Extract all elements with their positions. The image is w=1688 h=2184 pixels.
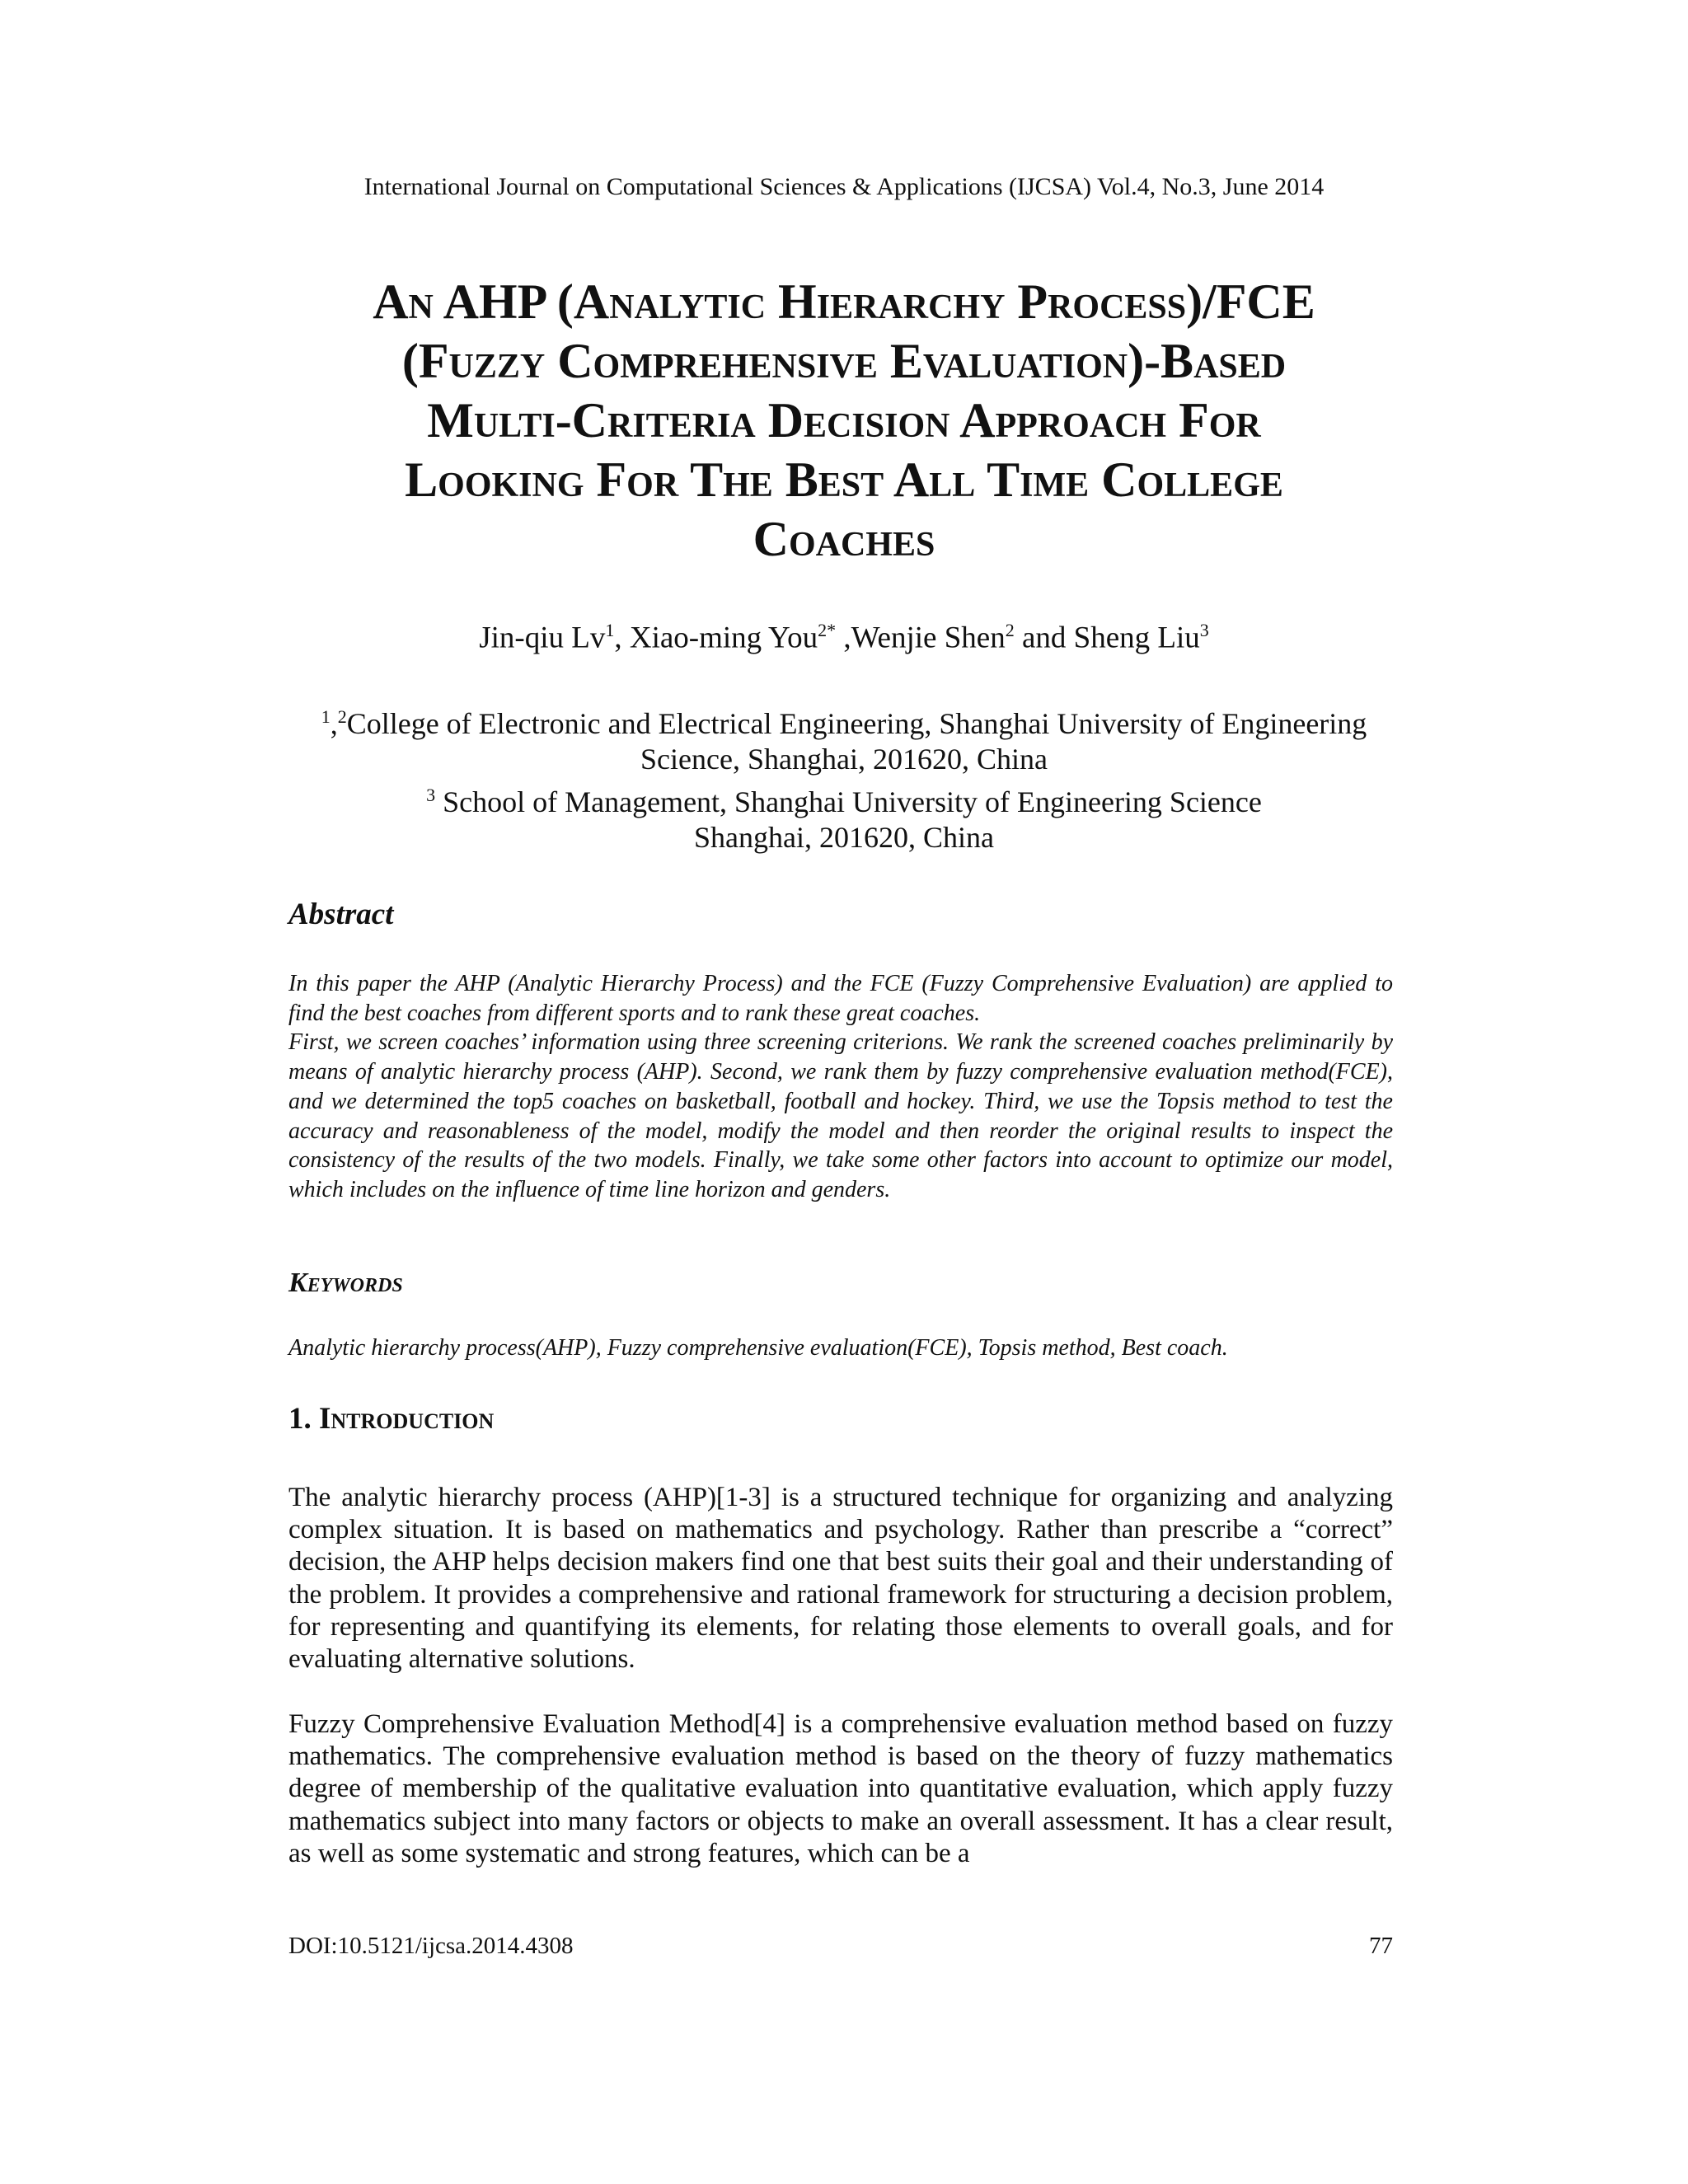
- author-affiliation-mark: 2*: [818, 620, 837, 640]
- affiliations: [247, 699, 1441, 855]
- running-header: International Journal on Computational Sciences & Applications (IJCSA) Vol.4, No.3, June 2014: [363, 173, 1325, 200]
- footer-doi: DOI:10.5121/ijcsa.2014.4308: [288, 1933, 574, 1959]
- abstract-body: [288, 969, 1393, 1205]
- title-line: Multi-Criteria Decision Approach For: [427, 393, 1261, 448]
- abstract-paragraph: In this paper the AHP (Analytic Hierarchy Process) and the FCE (Fuzzy Comprehensive Evaluation) are applied to find the best coaches from different sports and to rank these great coaches.: [288, 971, 1393, 1026]
- section-heading-introduction: 1. Introduction: [288, 1402, 495, 1436]
- title-line: An AHP (Analytic Hierarchy Process)/FCE: [373, 274, 1315, 329]
- abstract-heading: Abstract: [288, 898, 394, 931]
- page-number: 77: [1369, 1933, 1393, 1959]
- affiliation-mark: 2: [337, 706, 347, 727]
- author-name: Jin-qiu Lv: [479, 621, 606, 655]
- keywords-text: Analytic hierarchy process(AHP), Fuzzy comprehensive evaluation(FCE), Topsis method, Best coach.: [288, 1335, 1228, 1361]
- abstract-paragraph: First, we screen coaches’ information using three screening criterions. We rank the screened coaches preliminarily by means of analytic hierarchy process (AHP). Second, we rank them by fuzzy comprehensive evaluation method(FCE), and we determined the top5 coaches on basketball, football and hockey. Third, we use the Topsis method to test the accuracy and reasonableness of the model, modify the model and then reorder the original results to inspect the consistency of the results of the two models. Finally, we take some other factors into account to optimize our model, which includes on the influence of time line horizon and genders.: [288, 1029, 1393, 1202]
- title-line: Looking For The Best All Time College: [405, 452, 1283, 507]
- paragraph-text: The analytic hierarchy process (AHP)[1-3] is a structured technique for organizing and analyzing complex situation. It is based on mathematics and psychology. Rather than prescribe a “correct” decision, the AHP helps decision makers find one that best suits their goal and their understanding of the problem. It provides a comprehensive and rational framework for structuring a decision problem, for representing and quantifying its elements, for relating those elements to overall goals, and for evaluating alternative solutions.: [288, 1483, 1393, 1675]
- paragraph-text: Fuzzy Comprehensive Evaluation Method[4] is a comprehensive evaluation method based on fuzzy mathematics. The comprehensive evaluation method is based on the theory of fuzzy mathematics degree of membership of the qualitative evaluation into quantitative evaluation, which apply fuzzy mathematics subject into many factors or objects to make an overall assessment. It has a clear result, as well as some systematic and strong features, which can be a: [288, 1709, 1393, 1868]
- author-affiliation-mark: 2: [1005, 620, 1015, 640]
- author-list: [0, 620, 1688, 655]
- keywords-heading: Keywords: [288, 1268, 403, 1298]
- affiliation-line: [247, 777, 1441, 820]
- title-line: (Fuzzy Comprehensive Evaluation)-Based: [401, 334, 1287, 388]
- affiliation-line: [247, 699, 1441, 742]
- title-line: Coaches: [753, 512, 935, 566]
- author-name: and Sheng Liu: [1014, 621, 1200, 655]
- affiliation-text: College of Electronic and Electrical Engineering, Shanghai University of Engineering: [346, 707, 1367, 740]
- affiliation-line: Science, Shanghai, 201620, China: [640, 743, 1048, 776]
- author-name: , Xiao-ming You: [614, 621, 818, 655]
- affiliation-mark: 3: [426, 785, 436, 805]
- body-paragraph: [288, 1708, 1393, 1870]
- affiliation-text: School of Management, Shanghai University of Engineering Science: [435, 785, 1262, 818]
- author-affiliation-mark: 3: [1199, 620, 1209, 640]
- author-name: ,Wenjie Shen: [836, 621, 1006, 655]
- body-paragraph: [288, 1482, 1393, 1675]
- author-affiliation-mark: 1: [605, 620, 615, 640]
- affiliation-mark: 1: [321, 706, 331, 727]
- affiliation-separator: ,: [330, 707, 338, 740]
- paper-title: [288, 272, 1400, 569]
- affiliation-line: Shanghai, 201620, China: [694, 821, 994, 854]
